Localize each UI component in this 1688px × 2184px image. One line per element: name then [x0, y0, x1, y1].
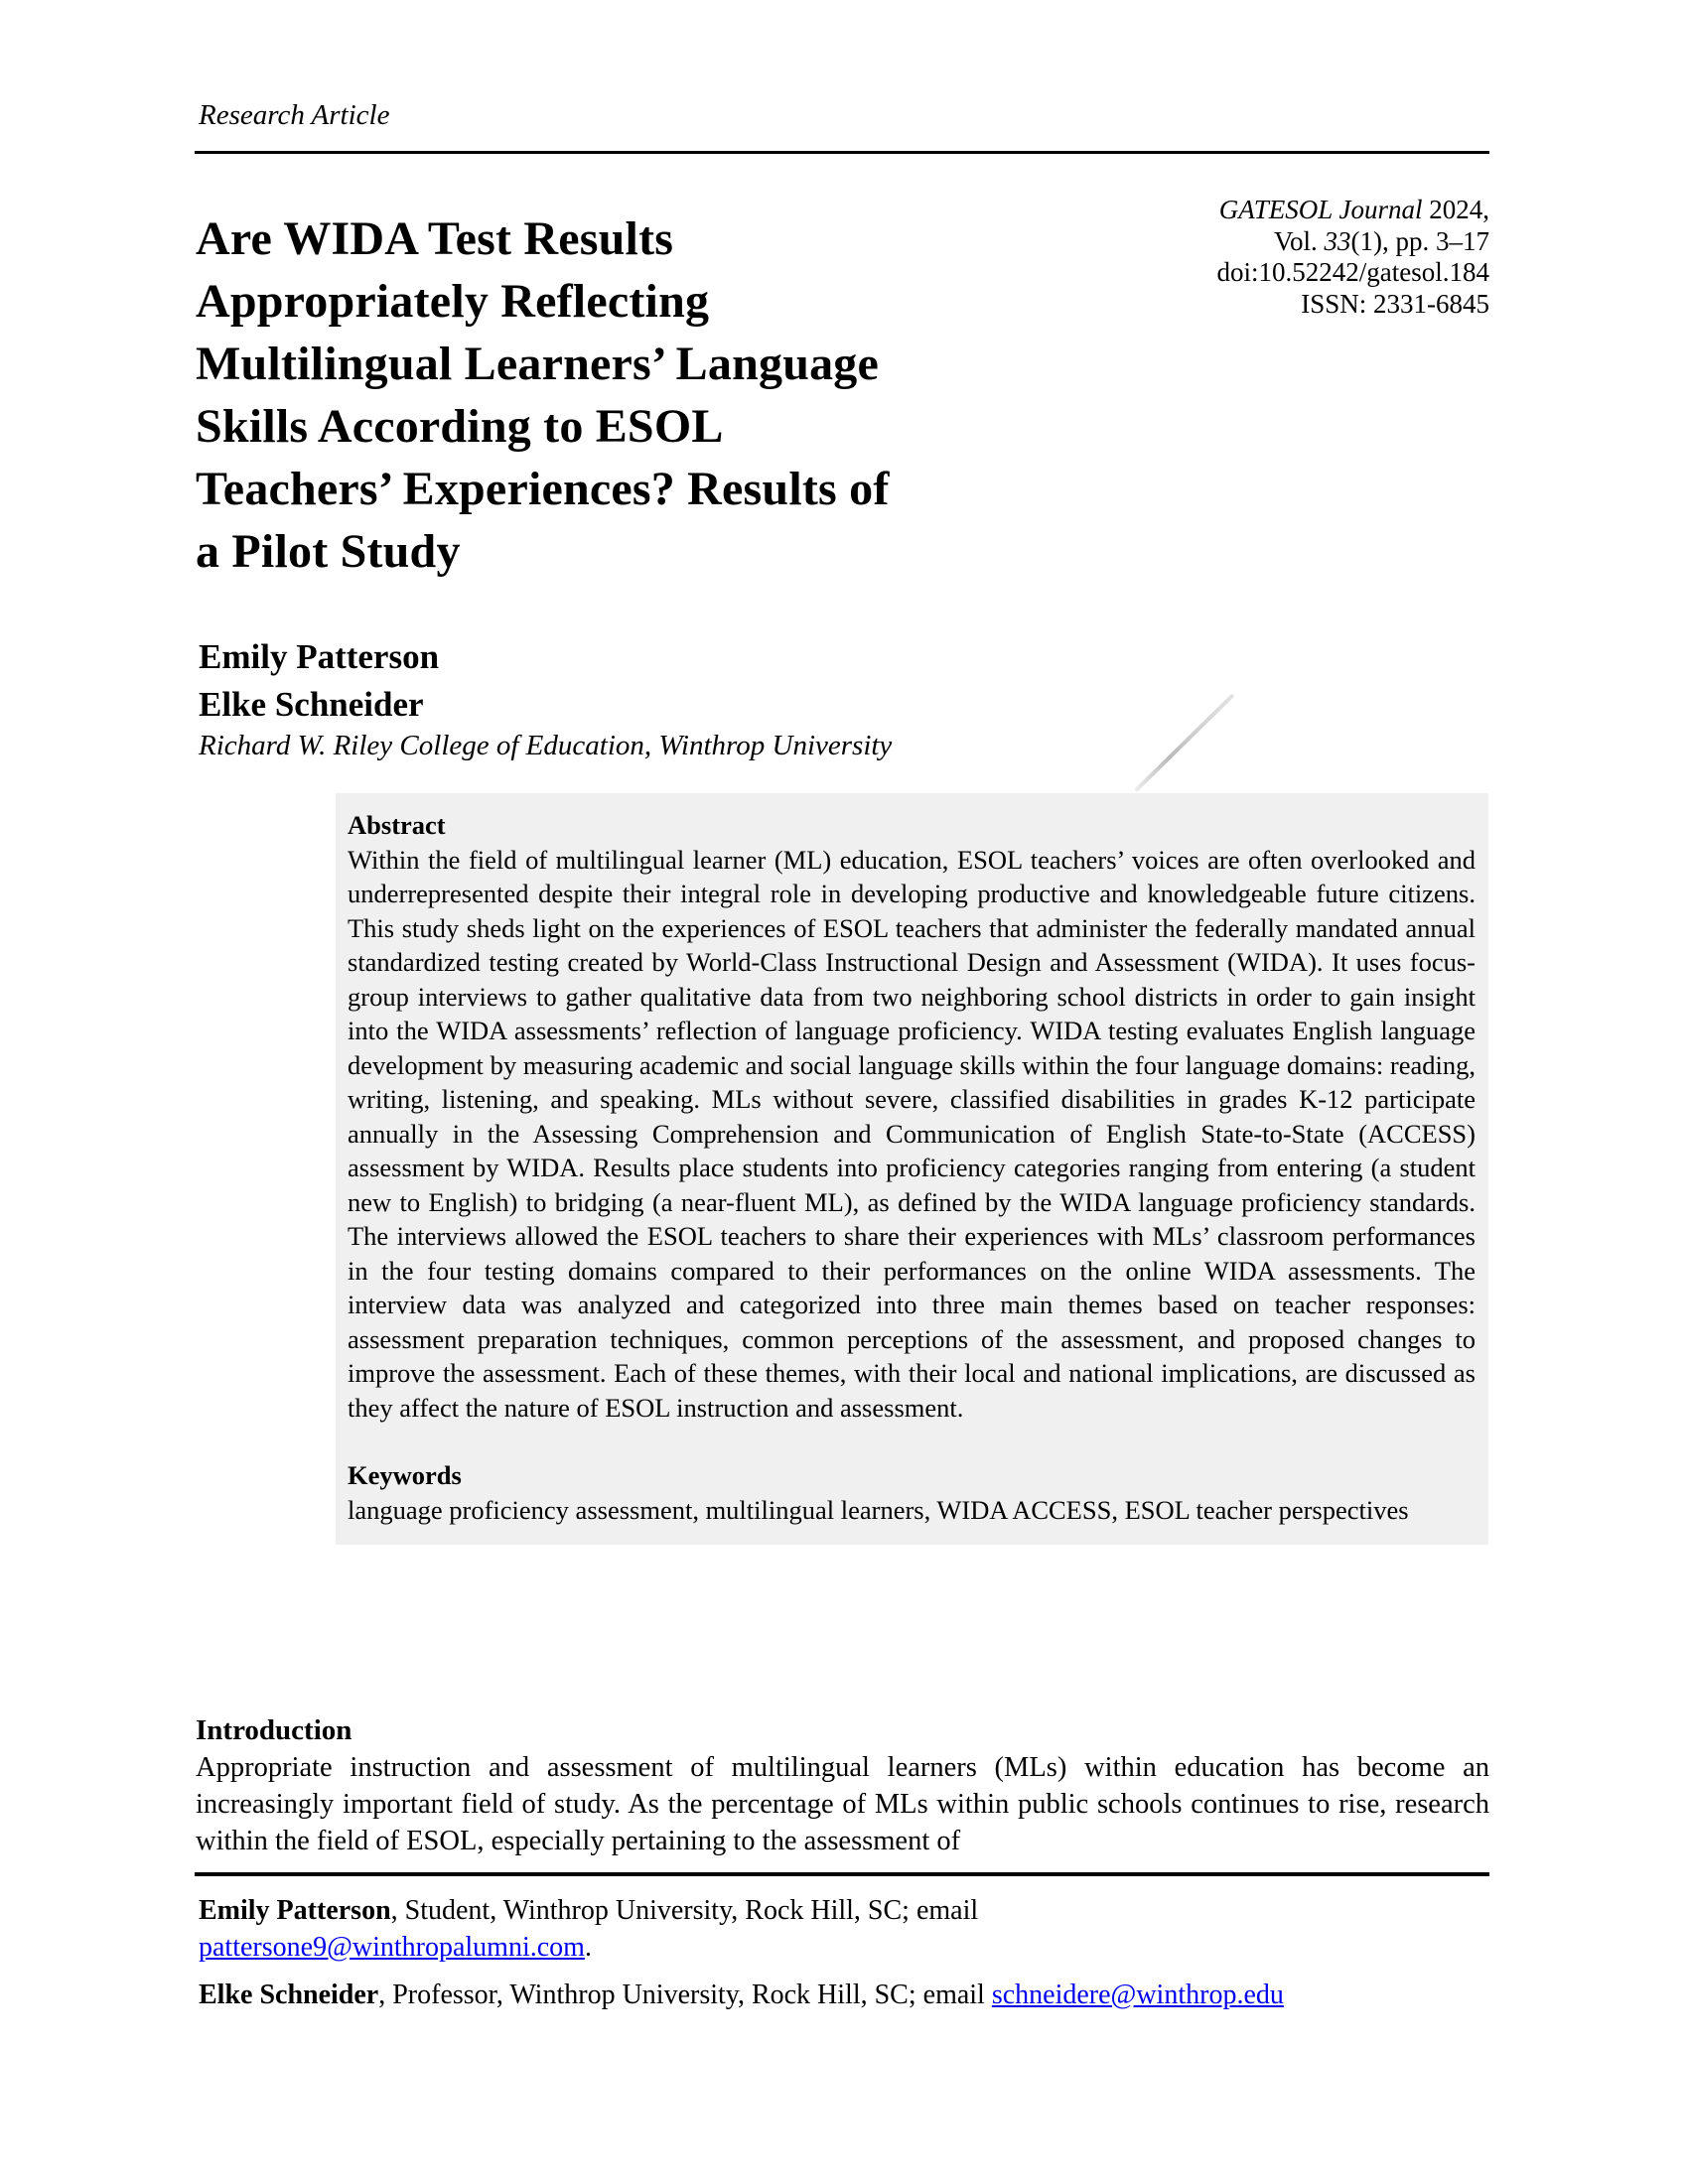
- title-line: Appropriately Reflecting: [196, 275, 710, 328]
- title-line: Teachers’ Experiences? Results of: [196, 463, 890, 515]
- title-line: Are WIDA Test Results: [196, 212, 674, 265]
- abstract-text: Within the field of multilingual learner (ML) education, ESOL teachers’ voices are often overlooked and underrepresented despite their integral role in developing productive and knowledgeable future citizens. This study sheds light on the experiences of ESOL teachers that administer the federally mandated annual standardized testing created by World-Class Instructional Design and Assessment (WIDA). It uses focus-group interviews to gather qualitative data from two neighboring school districts in order to gain insight into the WIDA assessments’ reflection of language proficiency. WIDA testing evaluates English language development by measuring academic and social language skills within the four language domains: reading, writing, listening, and speaking. MLs without severe, classified disabilities in grades K-12 participate annually in the Assessing Comprehension and Communication of English State-to-State (ACCESS) assessment by WIDA. Results place students into proficiency categories ranging from entering (a student new to English) to bridging (a near-fluent ML), as defined by the WIDA language proficiency standards. The interviews allowed the ESOL teachers to share their experiences with MLs’ classroom performances in the four testing domains compared to their performances on the online WIDA assessments. The interview data was analyzed and categorized into three main themes based on teacher responses: assessment preparation techniques, common perceptions of the assessment, and proposed changes to improve the assessment. Each of these themes, with their local and national implications, are discussed as they affect the nature of ESOL instruction and assessment.: [348, 844, 1476, 1423]
- journal-name-year: GATESOL Journal 2024,: [1218, 195, 1489, 224]
- footnote-author-1: [199, 1892, 1492, 1966]
- email-link-patterson[interactable]: pattersone9@winthropalumni.com: [199, 1932, 585, 1963]
- introduction-text: Appropriate instruction and assessment of multilingual learners (MLs) within education has become an increasingly important field of study. As the percentage of MLs within public schools continues to rise, research within the field of ESOL, especially pertaining to the assessment of: [196, 1752, 1489, 1856]
- introduction-heading: Introduction: [196, 1714, 352, 1746]
- introduction-section: [196, 1711, 1489, 1859]
- journal-doi: doi:10.52242/gatesol.184: [1216, 257, 1489, 287]
- journal-issn: ISSN: 2331-6845: [1301, 288, 1489, 319]
- footnote-author-2: Elke Schneider, Professor, Winthrop University, Rock Hill, SC; email schneidere@winthrop.edu: [199, 1979, 1284, 2010]
- footnote-author-1-email-line: pattersone9@winthropalumni.com.: [199, 1932, 592, 1963]
- keywords-text: language proficiency assessment, multilingual learners, WIDA ACCESS, ESOL teacher perspectives: [348, 1494, 1409, 1525]
- title-line: Skills According to ESOL: [196, 400, 724, 453]
- page-title: [196, 207, 890, 583]
- title-line: Multilingual Learners’ Language: [196, 338, 879, 390]
- journal-volume-pages: Vol. 33(1), pp. 3–17: [1273, 225, 1489, 256]
- author-footnotes: [199, 1892, 1492, 2024]
- journal-citation-block: [993, 195, 1489, 320]
- header-divider: [195, 151, 1489, 154]
- footnote-author-1-line: Emily Patterson, Student, Winthrop University, Rock Hill, SC; email: [199, 1895, 979, 1926]
- keywords-heading: Keywords: [348, 1460, 462, 1490]
- abstract-heading: Abstract: [348, 810, 446, 840]
- author-list: [199, 633, 439, 729]
- title-line: a Pilot Study: [196, 525, 461, 578]
- email-link-schneider[interactable]: schneidere@winthrop.edu: [991, 1979, 1284, 2010]
- article-type-label: Research Article: [199, 99, 390, 131]
- abstract-section: [336, 793, 1488, 1545]
- scan-artifact-line: [1134, 693, 1234, 792]
- abstract-keywords-gap: [348, 1425, 1476, 1458]
- author-name: Emily Patterson: [199, 637, 440, 676]
- footnote-divider: [195, 1872, 1489, 1876]
- author-name: Elke Schneider: [199, 685, 424, 724]
- author-affiliation: Richard W. Riley College of Education, Winthrop University: [199, 730, 893, 761]
